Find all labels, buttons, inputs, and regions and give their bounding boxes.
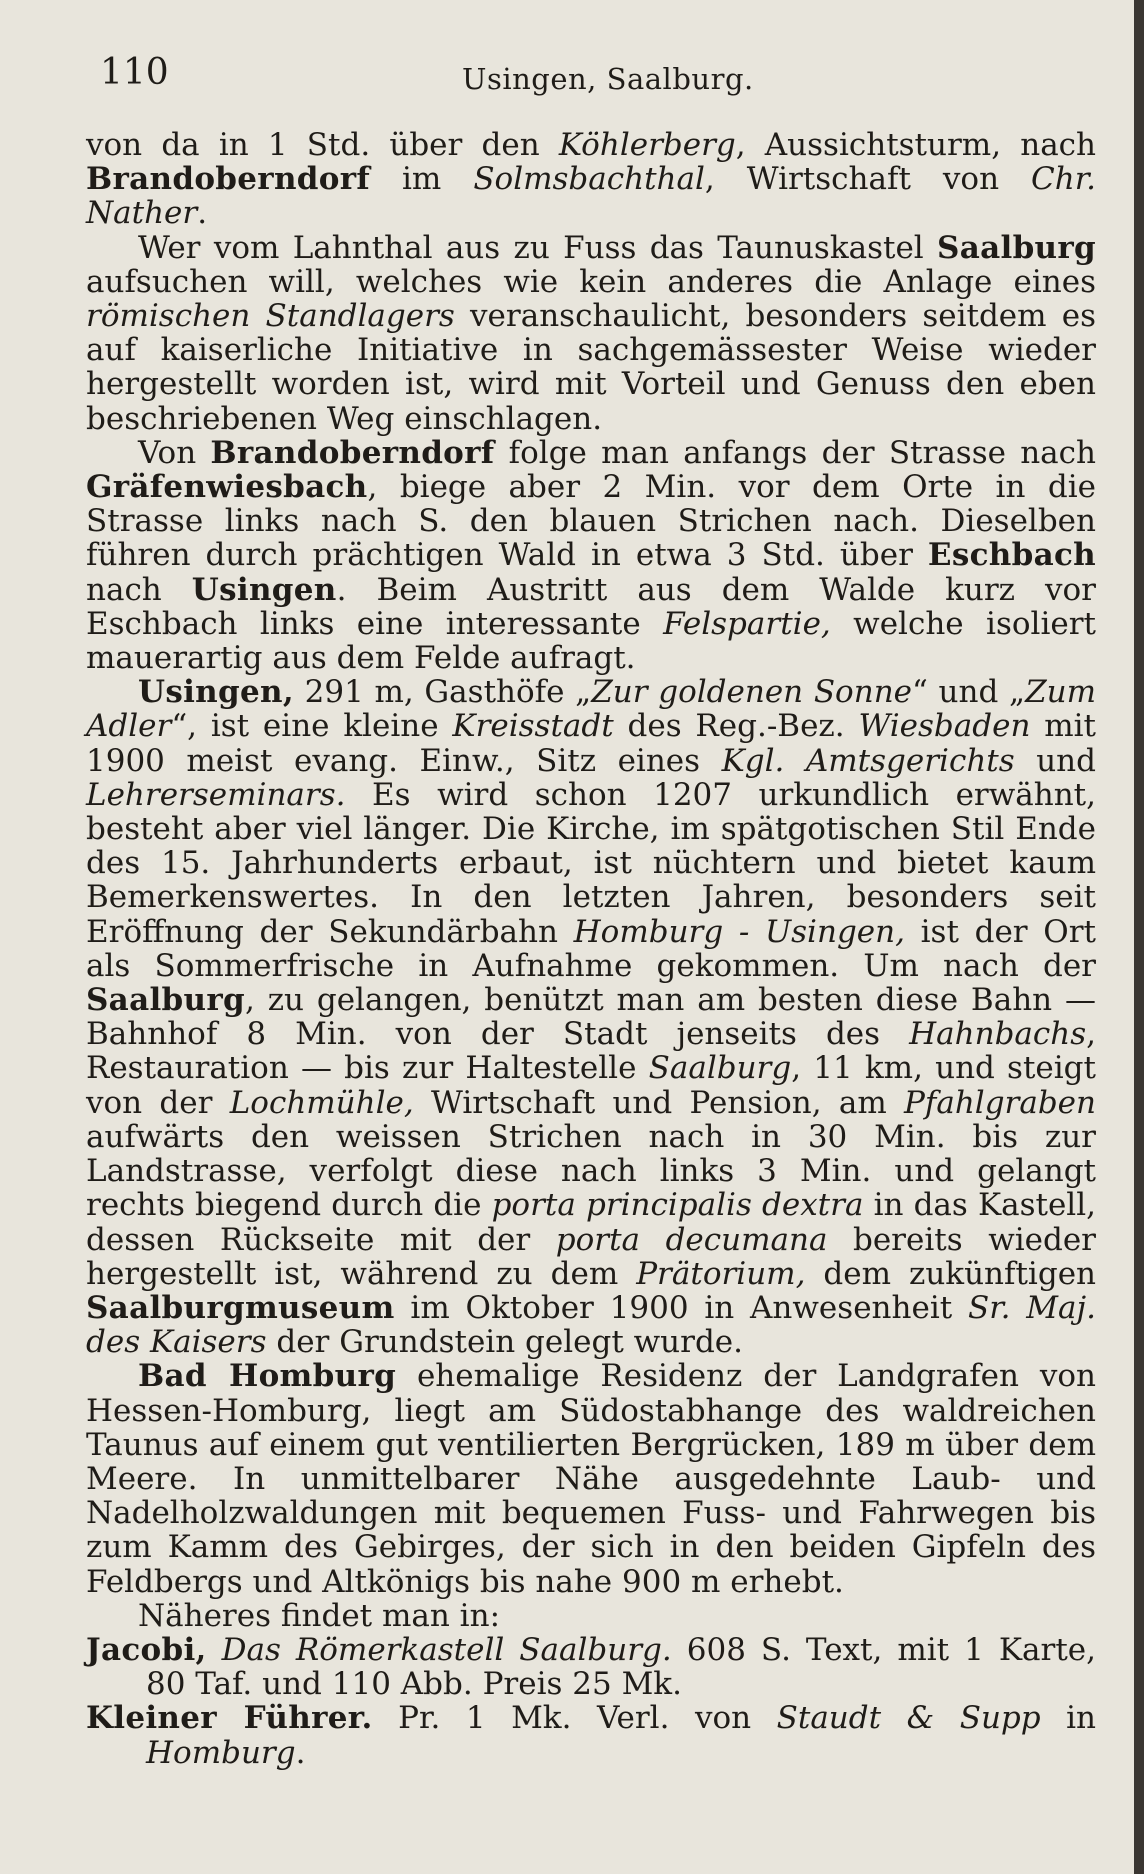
reference-entry	[86, 1633, 1096, 1701]
text-run: , 11 km, und steigt von der	[86, 1050, 1096, 1121]
italic-term: Sr. Maj. des Kaisers	[86, 1289, 1096, 1361]
paragraph	[86, 675, 1096, 1359]
bold-term: Gräfenwiesbach	[86, 469, 368, 506]
text-run: , Aussichtsturm, nach	[735, 127, 1097, 163]
italic-term: Staudt & Supp	[776, 1700, 1041, 1737]
italic-term: Prätorium,	[636, 1255, 806, 1292]
text-run: und	[1014, 742, 1096, 779]
italic-term: Pfahlgraben	[904, 1084, 1096, 1121]
text-run	[207, 1632, 222, 1668]
bold-term: Brandoberndorf	[210, 434, 495, 471]
text-run: welche isoliert mauerartig aus dem Felde aufragt.	[86, 605, 1096, 677]
text-run: .	[197, 195, 208, 232]
text-run: . Beim Austritt aus dem Walde kurz vor Eschbach links eine interessante	[86, 571, 1096, 642]
paragraph	[86, 1599, 1096, 1633]
paragraph	[86, 1359, 1096, 1598]
page-number: 110	[100, 52, 169, 93]
italic-term: Köhlerberg	[558, 127, 736, 163]
italic-term: porta decumana	[555, 1221, 828, 1258]
text-run: in	[1040, 1700, 1096, 1737]
text-run: der Grundstein gelegt wurde.	[266, 1324, 743, 1361]
paragraph	[86, 231, 1096, 436]
text-run: dem zukünftigen	[805, 1255, 1096, 1292]
bold-term: Jacobi,	[86, 1631, 207, 1668]
text-run: Wer vom Lahnthal aus zu Fuss das Taunuskastel	[138, 229, 938, 266]
running-head: Usingen, Saalburg.	[462, 62, 754, 96]
italic-term: Chr. Nather	[86, 161, 1096, 232]
bold-term: Kleiner Führer.	[86, 1700, 373, 1737]
text-run: 291 m, Gasthöfe „	[293, 674, 592, 711]
text-run: mit 1900 meist evang. Einw., Sitz eines	[86, 708, 1096, 779]
italic-term: Lehrerseminars.	[86, 776, 346, 813]
text-run: des Reg.-Bez.	[613, 708, 859, 745]
italic-term: porta principalis dextra	[491, 1187, 864, 1224]
italic-term: Wiesbaden	[858, 708, 1031, 745]
italic-term: Saalburg	[648, 1050, 792, 1087]
text-run: nach	[86, 571, 192, 608]
text-run: aufwärts den weissen Strichen nach in 30 Min. bis zur Landstrasse, verfolgt diese nach links 3 Min. und gelangt rechts biegend durch die	[86, 1118, 1096, 1224]
text-run: bereits wieder hergestellt ist, während zu dem	[86, 1221, 1096, 1292]
bold-term: Saalburg	[937, 229, 1096, 266]
text-run: , biege aber 2 Min. vor dem Orte in die Strasse links nach S. den blauen Strichen nach. Dieselben führen durch prächtigen Wald in etwa 3 Std. über	[86, 469, 1096, 574]
text-run: im	[370, 161, 474, 198]
bold-term: Brandoberndorf	[86, 161, 371, 198]
text-run: 608 S. Text, mit 1 Karte, 80 Taf. und 110 Abb. Preis 25 Mk.	[146, 1631, 1096, 1703]
reference-entry	[86, 1701, 1096, 1769]
italic-term: Kreisstadt	[452, 708, 614, 745]
text-run: , zu gelangen, benützt man am besten diese Bahn — Bahnhof 8 Min. von der Stadt jenseits des	[86, 982, 1096, 1053]
text-run: von da in 1 Std. über den	[86, 127, 559, 163]
bold-term: Usingen	[191, 571, 337, 608]
text-run: “ und „	[912, 674, 1026, 711]
text-run: Wirtschaft und Pension, am	[413, 1084, 904, 1121]
paragraph	[86, 436, 1096, 675]
italic-term: Zum Adler	[86, 674, 1096, 745]
italic-term: Das Römerkastell Saalburg.	[221, 1631, 672, 1668]
text-run: aufsuchen will, welches wie kein anderes die Anlage eines	[86, 263, 1096, 300]
bold-term: Saalburg	[86, 982, 245, 1019]
italic-term: Felspartie,	[663, 605, 831, 642]
text-run: folge man anfangs der Strasse nach	[494, 434, 1096, 471]
italic-term: römischen Standlagers	[86, 298, 455, 335]
text-run: “, ist eine kleine	[171, 708, 453, 745]
text-run: Es wird schon 1207 urkundlich erwähnt, besteht aber viel länger. Die Kirche, im spätgotischen Stil Ende des 15. Jahrhunderts erbaut, ist nüchtern und bietet kaum Bemerkenswertes. In den letzten Jahren, besonders seit Eröffnung der Sekundärbahn	[86, 776, 1096, 950]
text-run: veranschaulicht, besonders seitdem es auf kaiserliche Initiative in sachgemässester Weise wieder hergestellt worden ist, wird mit Vorteil und Genuss den eben beschriebenen Weg einschlagen.	[86, 298, 1096, 437]
italic-term: Homburg - Usingen,	[573, 913, 905, 950]
text-run: Von	[138, 434, 211, 471]
page-header	[100, 52, 1090, 102]
text-run: Näheres findet man in:	[138, 1597, 501, 1634]
bold-term: Saalburgmuseum	[86, 1289, 395, 1326]
text-run: im Oktober 1900 in Anwesenheit	[394, 1289, 968, 1326]
paragraph	[86, 128, 1096, 231]
italic-term: Homburg	[146, 1734, 296, 1771]
text-run: , Wirtschaft von	[704, 161, 1032, 198]
italic-term: Lochmühle,	[229, 1084, 414, 1121]
text-run: , Restauration — bis zur Haltestelle	[86, 1016, 1096, 1087]
italic-term: Zur goldenen Sonne	[591, 674, 912, 711]
page-edge-shadow	[1134, 0, 1144, 1874]
text-run: ehemalige Residenz der Landgrafen von Hessen-Homburg, liegt am Südostabhange des waldreichen Taunus auf einem gut ventilierten Bergrücken, 189 m über dem Meere. In unmittelbarer Nähe ausgedehnte Laub- und Nadelholzwaldungen mit bequemen Fuss- und Fahrwegen bis zum Kamm des Gebirges, der sich in den beiden Gipfeln des Feldbergs und Altkönigs bis nahe 900 m erhebt.	[86, 1358, 1097, 1600]
italic-term: Solmsbachthal	[473, 161, 705, 198]
bold-term: Eschbach	[927, 537, 1096, 574]
body-text	[86, 128, 1096, 1770]
italic-term: Kgl. Amtsgerichts	[721, 742, 1015, 779]
text-run: in das Kastell, dessen Rückseite mit der	[86, 1187, 1096, 1258]
text-run: .	[295, 1734, 306, 1771]
italic-term: Hahnbachs	[909, 1016, 1087, 1053]
bold-term: Bad Homburg	[138, 1358, 397, 1395]
text-run: Pr. 1 Mk. Verl. von	[372, 1700, 777, 1737]
text-run: ist der Ort als Sommerfrische in Aufnahme gekommen. Um nach der	[86, 913, 1096, 984]
bold-term: Usingen,	[138, 674, 294, 711]
